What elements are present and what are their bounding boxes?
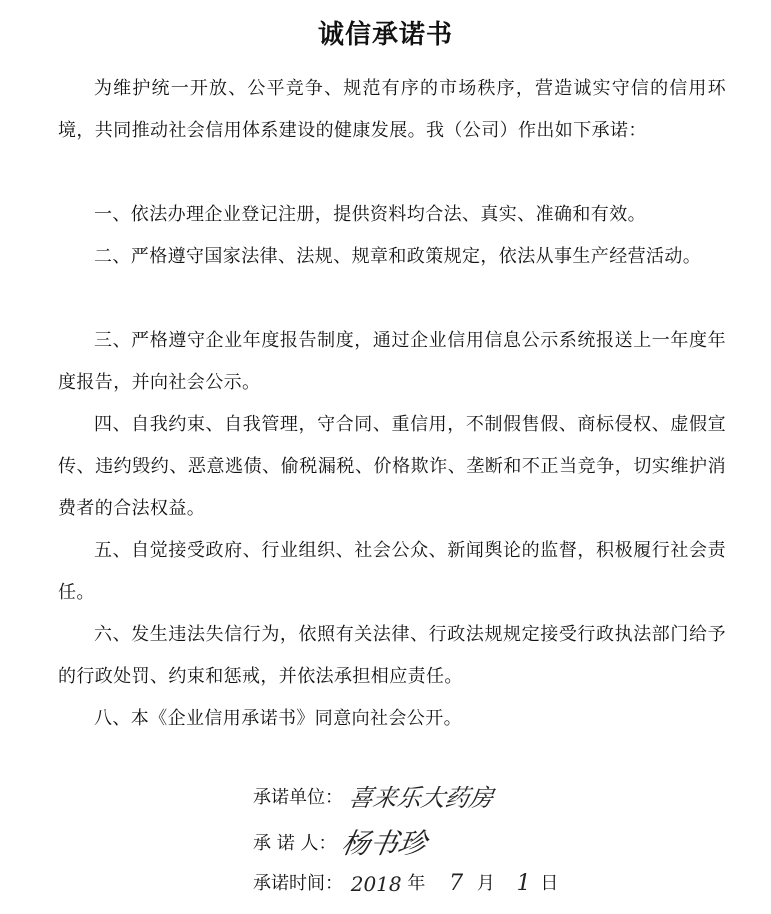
intro-paragraph <box>58 68 726 152</box>
commitment-item-3 <box>58 320 726 404</box>
commitment-text: 三、严格遵守企业年度报告制度，通过企业信用信息公示系统报送上一年度年度报告，并向社会公示。 <box>58 330 726 393</box>
commitment-item-8 <box>58 698 726 740</box>
intro-text: 为维护统一开放、公平竞争、规范有序的市场秩序，营造诚实守信的信用环境，共同推动社会信用体系建设的健康发展。我（公司）作出如下承诺： <box>58 78 726 141</box>
signature-unit-row <box>253 786 493 810</box>
signature-person-row <box>253 827 430 860</box>
day-handwritten: 1 <box>516 871 531 896</box>
unit-label: 承诺单位： <box>253 787 343 808</box>
commitment-text: 五、自觉接受政府、行业组织、社会公众、新闻舆论的监督，积极履行社会责任。 <box>58 540 726 603</box>
unit-handwritten-signature: 喜来乐大药房 <box>346 784 495 812</box>
person-handwritten-signature: 杨书珍 <box>339 827 430 860</box>
commitment-text: 四、自我约束、自我管理，守合同、重信用，不制假售假、商标侵权、虚假宣传、违约毁约、恶意逃债、偷税漏税、价格欺诈、垄断和不正当竞争，切实维护消费者的合法权益。 <box>58 414 726 519</box>
signature-time-row <box>253 872 558 896</box>
commitment-text: 八、本《企业信用承诺书》同意向社会公开。 <box>94 708 462 729</box>
commitment-item-5 <box>58 530 726 614</box>
year-handwritten: 2018 <box>350 872 402 896</box>
commitment-item-1 <box>58 194 726 236</box>
commitment-text: 一、依法办理企业登记注册，提供资料均合法、真实、准确和有效。 <box>94 204 646 225</box>
commitment-item-4 <box>58 404 726 530</box>
page-title: 诚信承诺书 <box>317 20 453 50</box>
year-unit: 年 <box>407 873 426 894</box>
commitment-text: 六、发生违法失信行为，依照有关法律、行政法规规定接受行政执法部门给予的行政处罚、约束和惩戒，并依法承担相应责任。 <box>58 624 726 687</box>
commitment-text: 二、严格遵守国家法律、法规、规章和政策规定，依法从事生产经营活动。 <box>94 246 702 267</box>
commitment-item-6 <box>58 614 726 698</box>
month-handwritten: 7 <box>449 871 464 896</box>
month-unit: 月 <box>476 873 495 894</box>
day-unit: 日 <box>540 873 559 894</box>
time-label: 承诺时间： <box>253 873 343 894</box>
commitment-item-2 <box>58 236 726 278</box>
person-label: 承 诺 人： <box>253 833 337 854</box>
